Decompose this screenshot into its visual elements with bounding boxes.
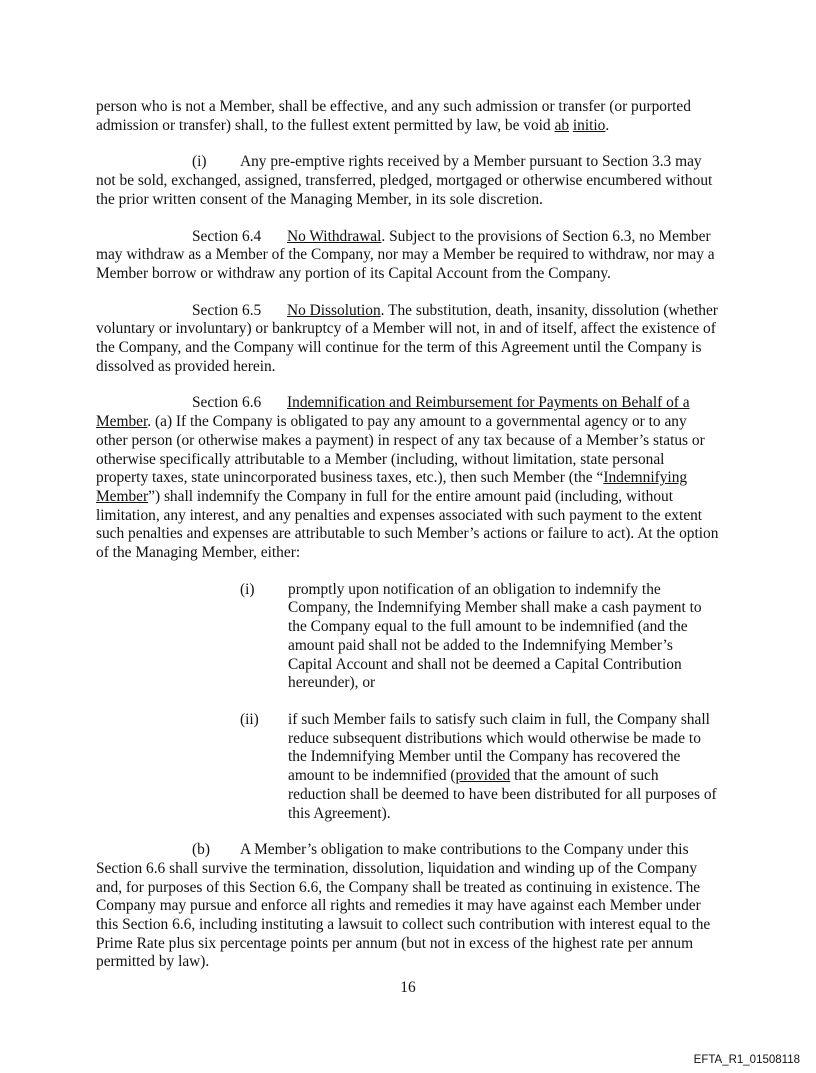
section-label: Section 6.6 [192,394,262,412]
paragraph-subsection-i: (i) Any pre-emptive rights received by a Member pursuant to Section 3.3 may not be sold, exchanged, assigned, transferred, pledged, mortgaged or otherwise encumbered without the prior written consent of the Managing Member, in its sole discretion. [96,153,713,208]
paragraph-continuation: person who is not a Member, shall be effective, and any such admission or transfer (or purported admission or transfer) shall, to the fullest extent permitted by law, be void ab initio. [96,98,691,134]
list-item [96,581,720,693]
section-label: Section 6.5 [192,301,262,319]
section-heading: No Withdrawal [287,227,382,245]
section-6-6: Section 6.6 Indemnification and Reimbursement for Payments on Behalf of a Member. (a) If the Company is obligated to pay any amount to a governmental agency or to any other person (or otherwise makes a payment) in respect of any tax because of a Member’s status or otherwise specifically attributable to a Member (including, without limitation, state personal property taxes, state unincorporated business taxes, etc.), then such Member (the “Indemnifying Member”) shall indemnify the Company in full for the entire amount paid (including, without limitation, any interest, and any penalties and expenses associated with such payment to the extent such penalties and expenses are attributable to such Member’s actions or failure to act). At the option of the Managing Member, either: [96,394,719,562]
paragraph-subsection-b: (b) A Member’s obligation to make contributions to the Company under this Section 6.6 shall survive the termination, dissolution, liquidation and winding up of the Company and, for purposes of this Section 6.6, the Company shall be treated as continuing in existence. The Company may pursue and enforce all rights and remedies it may have against each Member under this Section 6.6, including instituting a lawsuit to collect such contribution with interest equal to the Prime Rate plus six percentage points per annum (but not in excess of the highest rate per annum permitted by law). [96,841,711,971]
list-item-text: if such Member fails to satisfy such claim in full, the Company shall reduce subsequent distributions which would otherwise be made to the Indemnifying Member until the Company has recovered the amount to be indemnified (provided that the amount of such reduction shall be deemed to have been distributed for all purposes of this Agreement). [288,710,717,822]
document-id-footer: EFTA_R1_01508118 [693,1054,800,1066]
section-label: Section 6.4 [192,227,262,245]
list-item-text: promptly upon notification of an obligation to indemnify the Company, the Indemnifying Member shall make a cash payment to the Company equal to the full amount to be indemnified (and the amount paid shall not be added to the Indemnifying Member’s Capital Account and shall not be deemed a Capital Contribution hereunder), or [288,580,702,692]
document-body [96,98,720,990]
defined-term: Indemnifying Member [96,469,688,505]
subsection-label: (b) [192,841,210,859]
section-6-5: Section 6.5 No Dissolution. The substitution, death, insanity, dissolution (whether voluntary or involuntary) or bankruptcy of a Member will not, in and of itself, affect the existence of the Company, and the Company will continue for the term of this Agreement until the Company is dissolved as provided herein. [96,301,718,375]
section-heading: Indemnification and Reimbursement for Payments on Behalf of a Member [96,394,690,431]
subsection-label: (i) [192,153,207,171]
ab-term: ab [554,116,570,134]
provided-term: provided [455,767,511,785]
initio-term: initio [572,116,606,134]
page-number: 16 [400,979,416,996]
list-item-label: (ii) [240,710,259,728]
section-heading: No Dissolution [287,301,381,319]
list-item [96,711,720,823]
list-item-label: (i) [240,580,255,598]
section-6-4: Section 6.4 No Withdrawal. Subject to the provisions of Section 6.3, no Member may withdraw as a Member of the Company, nor may a Member be required to withdraw, nor may a Member borrow or withdraw any portion of its Capital Account from the Company. [96,227,715,282]
